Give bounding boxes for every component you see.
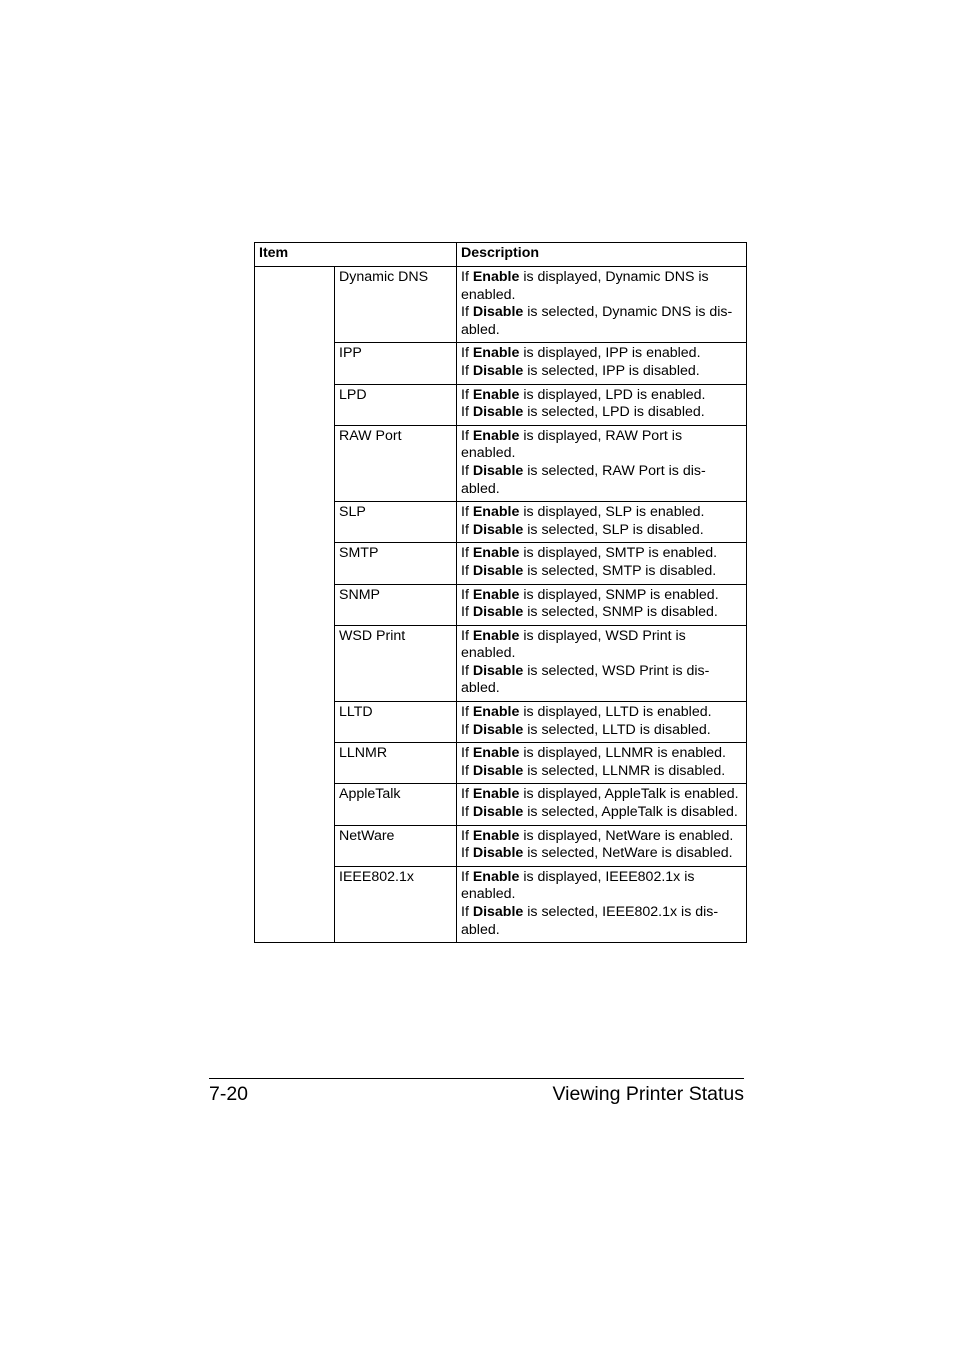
page-number: 7-20 xyxy=(209,1083,249,1105)
description-text: is displayed, Dynamic DNS is enabled. xyxy=(461,269,709,303)
item-name-cell: WSD Print xyxy=(335,625,457,701)
keyword-text: Disable xyxy=(472,721,524,738)
description-text: is selected, Dynamic DNS is dis- abled. xyxy=(461,304,733,338)
description-line xyxy=(461,628,746,663)
description-line xyxy=(461,269,746,304)
description-text: If xyxy=(461,462,473,479)
description-line xyxy=(461,869,746,904)
header-item: Item xyxy=(255,243,457,267)
keyword-text: Enable xyxy=(472,827,520,844)
description-text: If xyxy=(461,304,473,321)
description-line xyxy=(461,428,746,463)
keyword-text: Disable xyxy=(472,462,524,479)
description-text: is displayed, SNMP is enabled. xyxy=(519,586,719,603)
header-description: Description xyxy=(457,243,747,267)
description-text: If xyxy=(461,427,473,444)
description-text: is displayed, SMTP is enabled. xyxy=(519,545,718,562)
description-line xyxy=(461,722,746,740)
description-text: is displayed, SLP is enabled. xyxy=(519,504,705,521)
description-line xyxy=(461,563,746,581)
description-line xyxy=(461,745,746,763)
keyword-text: Enable xyxy=(472,345,520,362)
description-line xyxy=(461,763,746,781)
description-line xyxy=(461,704,746,722)
keyword-text: Enable xyxy=(472,427,520,444)
item-name-cell: NetWare xyxy=(335,825,457,866)
description-line xyxy=(461,404,746,422)
footer-rule xyxy=(209,1078,744,1079)
description-text: is selected, LLNMR is disabled. xyxy=(523,762,726,779)
description-text: is selected, RAW Port is dis- abled. xyxy=(461,462,706,497)
keyword-text: Enable xyxy=(472,786,520,803)
description-text: is selected, IEEE802.1x is dis- abled. xyxy=(461,904,719,938)
keyword-text: Enable xyxy=(472,545,520,562)
description-cell xyxy=(457,384,747,425)
item-name-cell: IPP xyxy=(335,343,457,384)
description-text: is displayed, AppleTalk is enabled. xyxy=(519,786,739,803)
keyword-text: Enable xyxy=(472,704,520,721)
description-text: is displayed, LPD is enabled. xyxy=(519,386,706,403)
description-line xyxy=(461,522,746,540)
keyword-text: Enable xyxy=(472,504,520,521)
description-cell xyxy=(457,502,747,543)
description-text: If xyxy=(461,504,473,521)
keyword-text: Disable xyxy=(472,362,524,379)
description-line xyxy=(461,828,746,846)
description-line xyxy=(461,304,746,339)
item-name-cell: IEEE802.1x xyxy=(335,866,457,942)
item-name-cell: Dynamic DNS xyxy=(335,267,457,343)
item-group-cell xyxy=(255,267,335,943)
description-cell xyxy=(457,343,747,384)
keyword-text: Disable xyxy=(472,404,524,421)
item-name-cell: SMTP xyxy=(335,543,457,584)
item-name-cell: RAW Port xyxy=(335,425,457,501)
description-text: is selected, WSD Print is dis- abled. xyxy=(461,662,710,697)
description-line xyxy=(461,786,746,804)
item-name-cell: AppleTalk xyxy=(335,784,457,825)
description-text: If xyxy=(461,704,473,721)
description-text: If xyxy=(461,804,473,821)
description-text: If xyxy=(461,904,473,920)
description-line xyxy=(461,363,746,381)
description-text: is displayed, LLNMR is enabled. xyxy=(519,745,726,762)
item-name-cell: SLP xyxy=(335,502,457,543)
description-text: If xyxy=(461,386,473,403)
description-text: If xyxy=(461,627,473,644)
description-text: is selected, NetWare is disabled. xyxy=(523,845,733,862)
item-name-cell: LLNMR xyxy=(335,743,457,784)
description-text: If xyxy=(461,662,473,679)
description-text: If xyxy=(461,345,473,362)
description-text: If xyxy=(461,845,473,862)
description-line xyxy=(461,904,746,939)
keyword-text: Enable xyxy=(472,868,520,885)
settings-table xyxy=(254,242,747,943)
description-line xyxy=(461,463,746,498)
item-name-cell: LLTD xyxy=(335,702,457,743)
description-text: is selected, LLTD is disabled. xyxy=(523,721,711,738)
description-line xyxy=(461,504,746,522)
description-text: If xyxy=(461,868,473,885)
item-name-cell: LPD xyxy=(335,384,457,425)
description-text: If xyxy=(461,786,473,803)
keyword-text: Disable xyxy=(472,521,524,538)
description-text: is selected, SMTP is disabled. xyxy=(523,562,717,579)
description-cell xyxy=(457,825,747,866)
keyword-text: Disable xyxy=(472,762,524,779)
description-text: is displayed, NetWare is enabled. xyxy=(519,827,734,844)
description-text: If xyxy=(461,586,473,603)
keyword-text: Enable xyxy=(472,386,520,403)
keyword-text: Enable xyxy=(472,269,520,285)
description-line xyxy=(461,804,746,822)
description-cell xyxy=(457,784,747,825)
description-text: If xyxy=(461,269,473,285)
description-line xyxy=(461,545,746,563)
description-cell xyxy=(457,743,747,784)
description-text: is selected, AppleTalk is disabled. xyxy=(523,804,738,821)
keyword-text: Disable xyxy=(472,304,524,321)
section-title: Viewing Printer Status xyxy=(552,1083,744,1105)
keyword-text: Disable xyxy=(472,804,524,821)
description-text: is displayed, IPP is enabled. xyxy=(519,345,701,362)
description-text: If xyxy=(461,745,473,762)
description-cell xyxy=(457,702,747,743)
description-text: is displayed, IEEE802.1x is enabled. xyxy=(461,868,695,903)
description-text: If xyxy=(461,404,473,421)
description-text: is displayed, WSD Print is enabled. xyxy=(461,627,686,662)
description-line xyxy=(461,587,746,605)
description-cell xyxy=(457,543,747,584)
description-line xyxy=(461,604,746,622)
keyword-text: Enable xyxy=(472,627,520,644)
keyword-text: Disable xyxy=(472,904,524,920)
table-header-row xyxy=(255,243,747,267)
keyword-text: Enable xyxy=(472,745,520,762)
description-text: is displayed, RAW Port is enabled. xyxy=(461,427,683,462)
description-text: If xyxy=(461,762,473,779)
description-cell xyxy=(457,425,747,501)
description-text: is selected, IPP is disabled. xyxy=(523,362,700,379)
description-text: is selected, LPD is disabled. xyxy=(523,404,705,421)
table-body xyxy=(255,267,747,943)
description-line xyxy=(461,845,746,863)
item-name-cell: SNMP xyxy=(335,584,457,625)
description-text: is selected, SNMP is disabled. xyxy=(523,604,718,621)
keyword-text: Disable xyxy=(472,845,524,862)
keyword-text: Disable xyxy=(472,562,524,579)
description-text: If xyxy=(461,721,473,738)
description-line xyxy=(461,345,746,363)
description-cell xyxy=(457,267,747,343)
description-text: If xyxy=(461,545,473,562)
keyword-text: Disable xyxy=(472,662,524,679)
table-row xyxy=(255,267,747,343)
description-text: is selected, SLP is disabled. xyxy=(523,521,704,538)
description-text: If xyxy=(461,362,473,379)
description-cell xyxy=(457,866,747,942)
keyword-text: Enable xyxy=(472,586,520,603)
description-text: If xyxy=(461,827,473,844)
description-text: is displayed, LLTD is enabled. xyxy=(519,704,712,721)
description-text: If xyxy=(461,521,473,538)
description-cell xyxy=(457,625,747,701)
description-line xyxy=(461,663,746,698)
description-text: If xyxy=(461,562,473,579)
keyword-text: Disable xyxy=(472,604,524,621)
description-text: If xyxy=(461,604,473,621)
description-line xyxy=(461,387,746,405)
description-cell xyxy=(457,584,747,625)
